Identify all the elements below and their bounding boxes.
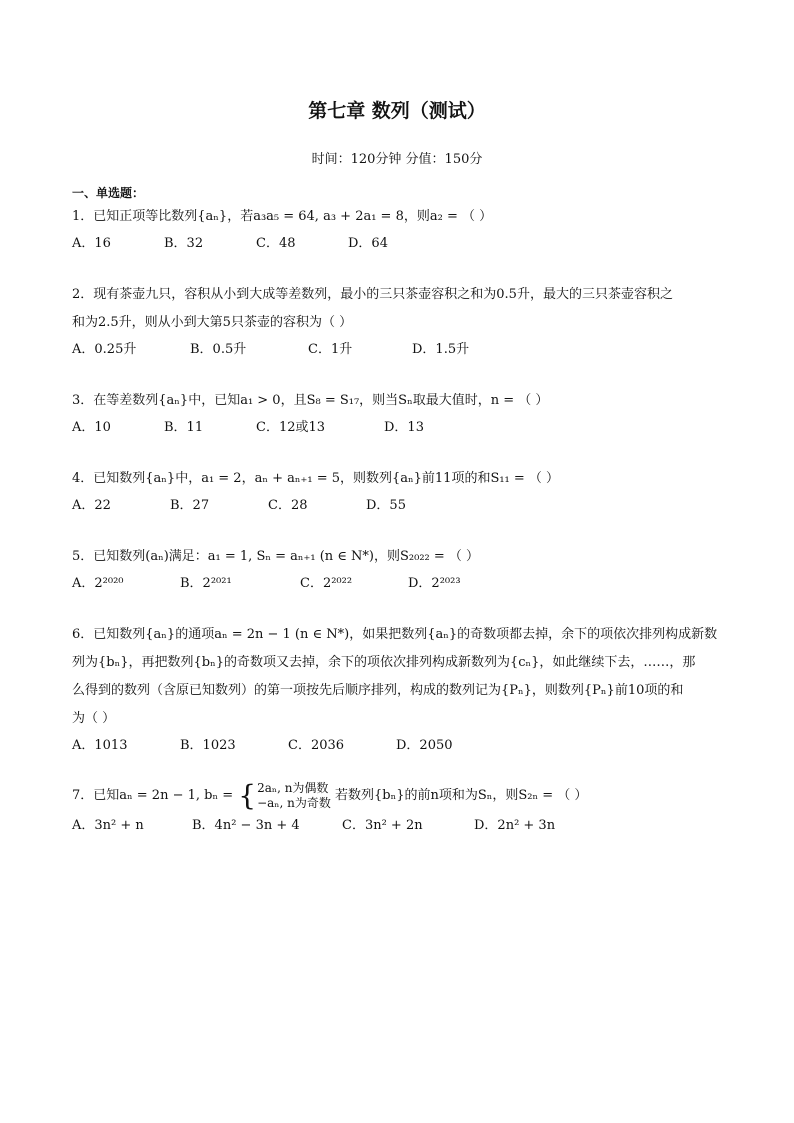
question-text: 7．已知aₙ = 2n − 1, bₙ = [72, 788, 234, 803]
option-a: A．16 [72, 236, 111, 251]
page-title: 第七章 数列（测试） [308, 100, 486, 122]
question-2-options [72, 337, 724, 363]
question-text: 5．已知数列(aₙ)满足：a₁ = 1, Sₙ = aₙ₊₁ (n ∈ N*)，则S₂₀₂₂ = （ ） [72, 549, 480, 564]
option-d: D．2050 [396, 738, 453, 753]
question-text: 么得到的数列（含原已知数列）的第一项按先后顺序排列，构成的数列记为{Pₙ}，则数列{Pₙ}前10项的和 [72, 683, 684, 698]
case-odd: −aₙ, n为奇数 [257, 795, 331, 810]
option-d: D．64 [348, 236, 388, 251]
question-3-options [72, 415, 724, 441]
option-a: A．10 [72, 420, 111, 435]
question-3 [72, 387, 724, 415]
question-5 [72, 543, 724, 571]
option-c: C．3n² + 2n [342, 818, 423, 833]
option-b: B．4n² − 3n + 4 [192, 818, 300, 833]
option-d: D．55 [366, 498, 406, 513]
option-b: B．1023 [180, 738, 236, 753]
option-a: A．0.25升 [72, 342, 137, 357]
question-2 [72, 281, 724, 337]
question-text: 1．已知正项等比数列{aₙ}，若a₃a₅ = 64, a₃ + 2a₁ = 8，则a₂ = （ ） [72, 209, 493, 224]
exam-info: 时间：120分钟 分值：150分 [311, 152, 483, 167]
question-7 [72, 779, 724, 813]
option-c: C．2²⁰²² [300, 576, 353, 591]
question-6 [72, 621, 724, 733]
option-b: B．2²⁰²¹ [180, 576, 232, 591]
question-list [72, 184, 724, 839]
option-d: D．2n² + 3n [474, 818, 556, 833]
piecewise-definition [237, 778, 331, 812]
question-text: 为（ ） [72, 711, 116, 726]
question-text: 6．已知数列{aₙ}的通项aₙ = 2n − 1 (n ∈ N*)，如果把数列{aₙ}的奇数项都去掉，余下的项依次排列构成新数 [72, 627, 718, 642]
option-b: B．32 [164, 236, 204, 251]
question-7-options [72, 813, 724, 839]
question-text: 和为2.5升，则从小到大第5只茶壶的容积为（ ） [72, 315, 353, 330]
option-a: A．1013 [72, 738, 128, 753]
case-even: 2aₙ, n为偶数 [257, 780, 329, 795]
question-text: 若数列{bₙ}的前n项和为Sₙ，则S₂ₙ = （ ） [335, 788, 588, 803]
option-d: D．1.5升 [412, 342, 470, 357]
question-4 [72, 465, 724, 493]
question-6-options [72, 733, 724, 759]
question-text: 2．现有茶壶九只，容积从小到大成等差数列，最小的三只茶壶容积之和为0.5升，最大的三只茶壶容积之 [72, 287, 673, 302]
option-d: D．13 [384, 420, 424, 435]
option-c: C．48 [256, 236, 296, 251]
option-a: A．2²⁰²⁰ [72, 576, 124, 591]
option-c: C．1升 [308, 342, 353, 357]
option-c: C．28 [268, 498, 308, 513]
question-1 [72, 203, 724, 231]
question-text: 3．在等差数列{aₙ}中，已知a₁ > 0，且S₈ = S₁₇，则当Sₙ取最大值时，n = （ ） [72, 393, 549, 408]
brace-symbol: { [238, 778, 257, 812]
question-1-options [72, 231, 724, 257]
option-c: C．2036 [288, 738, 345, 753]
option-b: B．0.5升 [190, 342, 247, 357]
option-b: B．11 [164, 420, 204, 435]
option-a: A．3n² + n [72, 818, 144, 833]
question-4-options [72, 493, 724, 519]
option-d: D．2²⁰²³ [408, 576, 461, 591]
question-text: 4．已知数列{aₙ}中，a₁ = 2，aₙ + aₙ₊₁ = 5，则数列{aₙ}前11项的和S₁₁ = （ ） [72, 471, 560, 486]
option-a: A．22 [72, 498, 111, 513]
section-heading: 一、单选题： [72, 186, 145, 200]
option-c: C．12或13 [256, 420, 326, 435]
option-b: B．27 [170, 498, 210, 513]
question-text: 列为{bₙ}，再把数列{bₙ}的奇数项又去掉，余下的项依次排列构成新数列为{cₙ}，如此继续下去，……，那 [72, 655, 696, 670]
question-5-options [72, 571, 724, 597]
